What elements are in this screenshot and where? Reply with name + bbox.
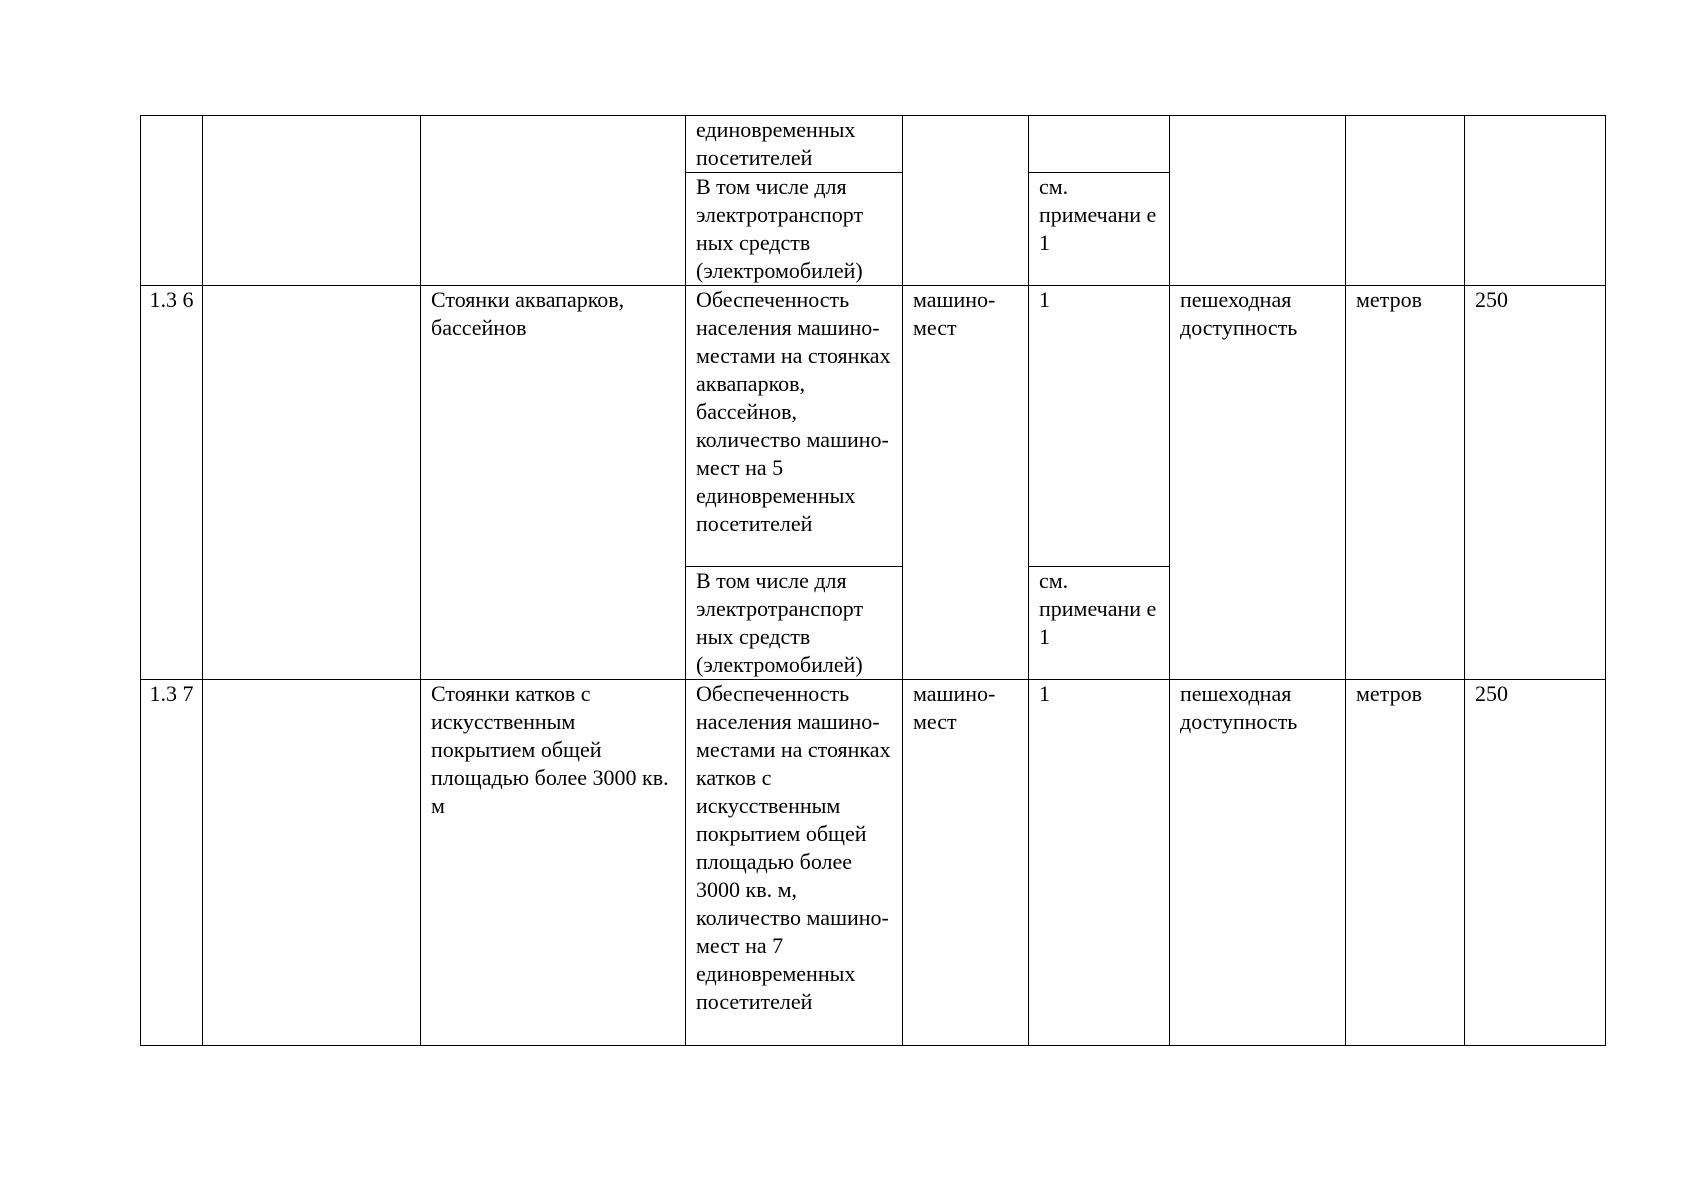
cell-access-value: 250: [1465, 680, 1606, 1046]
cell-value: 1: [1029, 286, 1170, 567]
cell-name: Стоянки аквапарков, бассейнов: [421, 286, 686, 680]
cell-value: 1: [1029, 680, 1170, 1046]
cell-num-empty: [141, 116, 203, 286]
cell-unit-empty: [903, 116, 1029, 286]
cell-access-type-empty: [1170, 116, 1346, 286]
cell-access-unit: метров: [1346, 680, 1465, 1046]
cell-indicator: Обеспеченность населения машино-местами на стоянках катков с искусственным покрытием общей площадью более 3000 кв. м, количество машино-мест на 7 единовременных посетителей: [686, 680, 903, 1046]
cell-num: 1.3 7: [141, 680, 203, 1046]
table-row-1-37: [141, 680, 1606, 1046]
cell-name: Стоянки катков с искусственным покрытием общей площадью более 3000 кв. м: [421, 680, 686, 1046]
cell-empty: [203, 116, 421, 286]
cell-access-unit: метров: [1346, 286, 1465, 680]
table-row-1-36: [141, 286, 1606, 567]
cell-ev-note: см. примечани е 1: [1029, 567, 1170, 680]
cell-empty: [203, 286, 421, 680]
cell-access-unit-empty: [1346, 116, 1465, 286]
cell-unit: машино- мест: [903, 286, 1029, 680]
cell-access-type: пешеходная доступность: [1170, 680, 1346, 1046]
cell-empty: [203, 680, 421, 1046]
cell-access-value-empty: [1465, 116, 1606, 286]
cell-indicator-tail: единовременных посетителей: [686, 116, 903, 173]
standards-table: [140, 115, 1606, 1046]
cell-access-type: пешеходная доступность: [1170, 286, 1346, 680]
table-row-continuation: [141, 116, 1606, 173]
cell-name-empty: [421, 116, 686, 286]
cell-ev-note: см. примечани е 1: [1029, 173, 1170, 286]
cell-ev-label: В том числе для электротранспорт ных средств (электромобилей): [686, 567, 903, 680]
cell-num: 1.3 6: [141, 286, 203, 680]
cell-value-empty: [1029, 116, 1170, 173]
cell-access-value: 250: [1465, 286, 1606, 680]
cell-indicator: Обеспеченность населения машино-местами на стоянках аквапарков, бассейнов, количество машино-мест на 5 единовременных посетителей: [686, 286, 903, 567]
cell-unit: машино- мест: [903, 680, 1029, 1046]
cell-ev-label: В том числе для электротранспорт ных средств (электромобилей): [686, 173, 903, 286]
